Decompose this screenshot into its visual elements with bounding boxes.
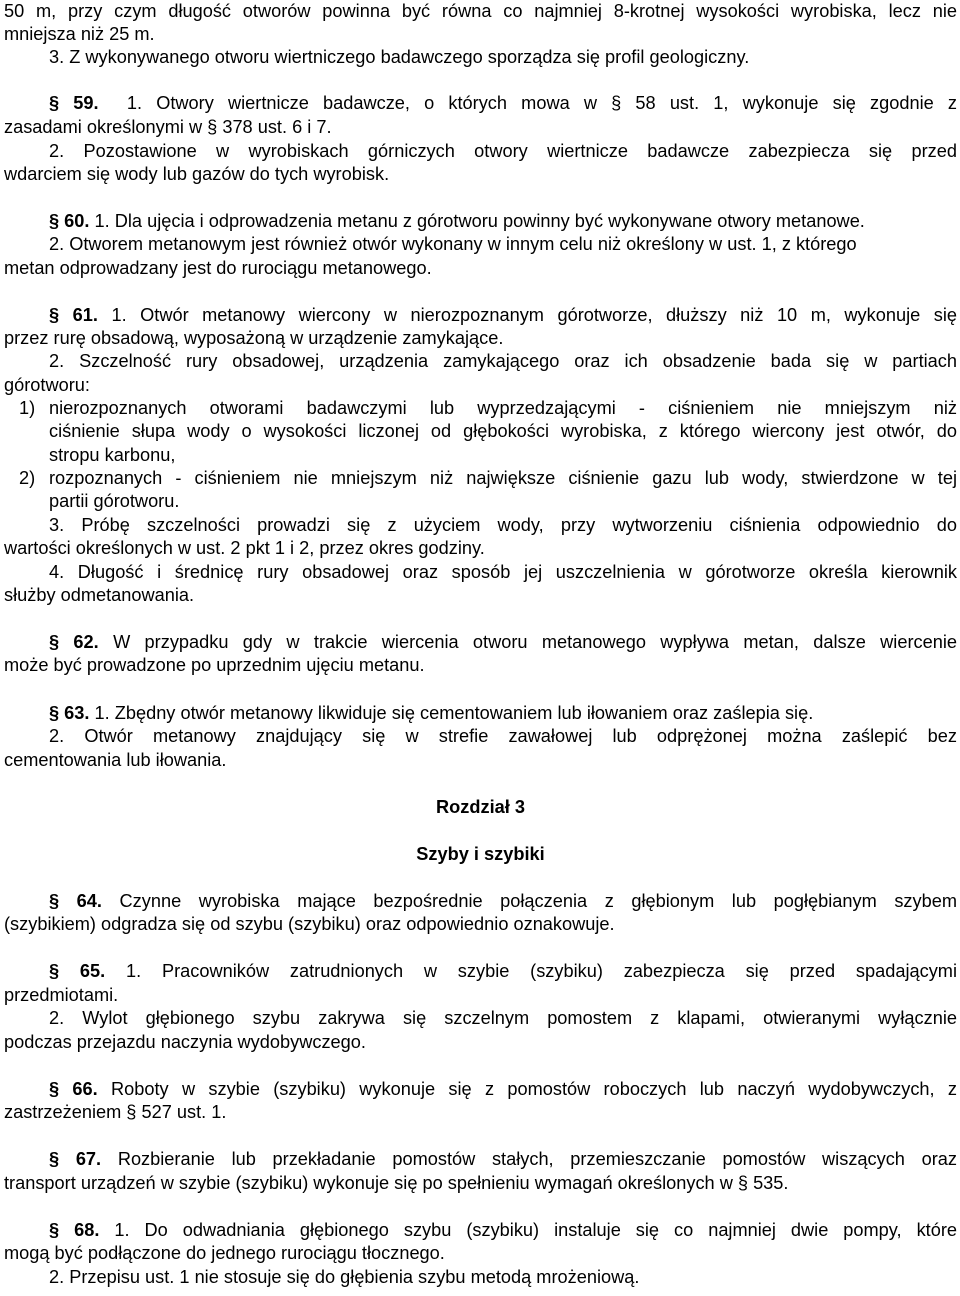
text-line: wdarciem się wody lub gazów do tych wyrobisk. (4, 164, 390, 184)
text-line: może być prowadzone po uprzednim ujęciu metanu. (4, 655, 425, 675)
text-line: 3. Próbę szczelności prowadzi się z użyciem wody, przy wytworzeniu ciśnienia odpowiednio do (49, 515, 957, 535)
text-line: mogą być podłączone do jednego rurociągu tłocznego. (4, 1243, 445, 1263)
text-line: Czynne wyrobiska mające bezpośrednie połączenia z głębionym lub pogłębianym szybem (119, 891, 958, 911)
text-line: wartości określonych w ust. 2 pkt 1 i 2, przez okres godziny. (4, 538, 485, 558)
paragraph-63 (49, 702, 813, 725)
paragraph-62 (49, 631, 957, 654)
document-page (4, 0, 957, 1296)
text-line: partii górotworu. (49, 491, 180, 511)
section-number: § 60. (49, 211, 90, 231)
text-line: nierozpoznanych otworami badawczymi lub wyprzedzającymi - ciśnieniem nie mniejszym niż (49, 398, 957, 418)
text-line: 2. Szczelność rury obsadowej, urządzenia zamykającego oraz ich obsadzenie bada się w partiach (49, 351, 957, 371)
paragraph-67 (49, 1148, 957, 1171)
text-line: podczas przejazdu naczynia wydobywczego. (4, 1032, 366, 1052)
section-number: § 63. (49, 703, 90, 723)
text-line: przedmiotami. (4, 985, 119, 1005)
text-line: 2. Przepisu ust. 1 nie stosuje się do głębienia szybu metodą mrożeniową. (49, 1267, 640, 1287)
text-line: transport urządzeń w szybie (szybiku) wykonuje się po spełnieniu wymagań określonych w § 535. (4, 1173, 789, 1193)
section-number: § 68. (49, 1220, 100, 1240)
text-line: mniejsza niż 25 m. (4, 24, 155, 44)
text-line: przez rurę obsadową, wyposażoną w urządzenie zamykające. (4, 328, 504, 348)
section-number: § 67. (49, 1149, 102, 1169)
paragraph-64 (49, 890, 957, 913)
text-line: ciśnienie słupa wody o wysokości liczonej od głębokości wyrobiska, z którego wiercony jest otwór, do (49, 421, 957, 441)
text-line: 1. Zbędny otwór metanowy likwiduje się cementowaniem lub iłowaniem oraz zaślepia się. (94, 703, 814, 723)
section-number: § 62. (49, 632, 99, 652)
section-number: § 61. (49, 305, 98, 325)
text-line: 1. Dla ujęcia i odprowadzenia metanu z górotworu powinny być wykonywane otwory metanowe. (94, 211, 865, 231)
text-line: Roboty w szybie (szybiku) wykonuje się z pomostów roboczych lub naczyń wydobywczych, z (111, 1079, 957, 1099)
text-line: metan odprowadzany jest do rurociągu metanowego. (4, 258, 432, 278)
section-number: § 59. (49, 93, 99, 113)
text-line: 2. Otwór metanowy znajdujący się w strefie zawałowej lub odprężonej można zaślepić bez (49, 726, 957, 746)
list-number: 1) (19, 398, 36, 418)
text-line: 1. Pracowników zatrudnionych w szybie (szybiku) zabezpiecza się przed spadającymi (125, 961, 957, 981)
text-line: Rozbieranie lub przekładanie pomostów stałych, przemieszczanie pomostów wiszących oraz (117, 1149, 957, 1169)
paragraph-65 (49, 960, 957, 983)
text-line: (szybikiem) odgradza się od szybu (szybiku) oraz odpowiednio oznakowuje. (4, 914, 615, 934)
text-line: górotworu: (4, 375, 90, 395)
text-line: służby odmetanowania. (4, 585, 195, 605)
section-number: § 66. (49, 1079, 98, 1099)
text-line: 1. Do odwadniania głębionego szybu (szybiku) instaluje się co najmniej dwie pompy, które (114, 1220, 958, 1240)
text-line: stropu karbonu, (49, 445, 176, 465)
text-line: 50 m, przy czym długość otworów powinna być równa co najmniej 8-krotnej wysokości wyrobiska, lecz nie (4, 1, 957, 21)
text-line: 2. Pozostawione w wyrobiskach górniczych otwory wiertnicze badawcze zabezpiecza się przed (49, 141, 957, 161)
chapter-heading: Rozdział 3 (436, 797, 525, 817)
paragraph-59 (49, 92, 957, 115)
chapter-title: Szyby i szybiki (416, 844, 545, 864)
text-line: 3. Z wykonywanego otworu wiertniczego badawczego sporządza się profil geologiczny. (49, 47, 750, 67)
section-number: § 64. (49, 891, 102, 911)
text-line: 1. Otwory wiertnicze badawcze, o których mowa w § 58 ust. 1, wykonuje się zgodnie z (126, 93, 957, 113)
section-number: § 65. (49, 961, 106, 981)
text-line: zastrzeżeniem § 527 ust. 1. (4, 1102, 227, 1122)
text-line: 2. Wylot głębionego szybu zakrywa się szczelnym pomostem z klapami, otwieranymi wyłącznie (49, 1008, 957, 1028)
text-line: cementowania lub iłowania. (4, 750, 227, 770)
paragraph-68 (49, 1219, 957, 1242)
paragraph-66 (49, 1078, 957, 1101)
text-line: rozpoznanych - ciśnieniem nie mniejszym niż największe ciśnienie gazu lub wody, stwierdzone w tej (49, 468, 957, 488)
paragraph-61 (49, 304, 957, 327)
text-line: W przypadku gdy w trakcie wiercenia otworu metanowego wypływa metan, dalsze wiercenie (113, 632, 957, 652)
paragraph-60 (49, 210, 865, 233)
text-line: 1. Otwór metanowy wiercony w nierozpoznanym górotworze, dłuższy niż 10 m, wykonuje się (111, 305, 957, 325)
text-line: zasadami określonymi w § 378 ust. 6 i 7. (4, 117, 332, 137)
text-line: 2. Otworem metanowym jest również otwór wykonany w innym celu niż określony w ust. 1, z którego (49, 234, 857, 254)
list-number: 2) (19, 468, 36, 488)
text-line: 4. Długość i średnicę rury obsadowej oraz sposób jej uszczelnienia w górotworze określa kierownik (49, 562, 957, 582)
